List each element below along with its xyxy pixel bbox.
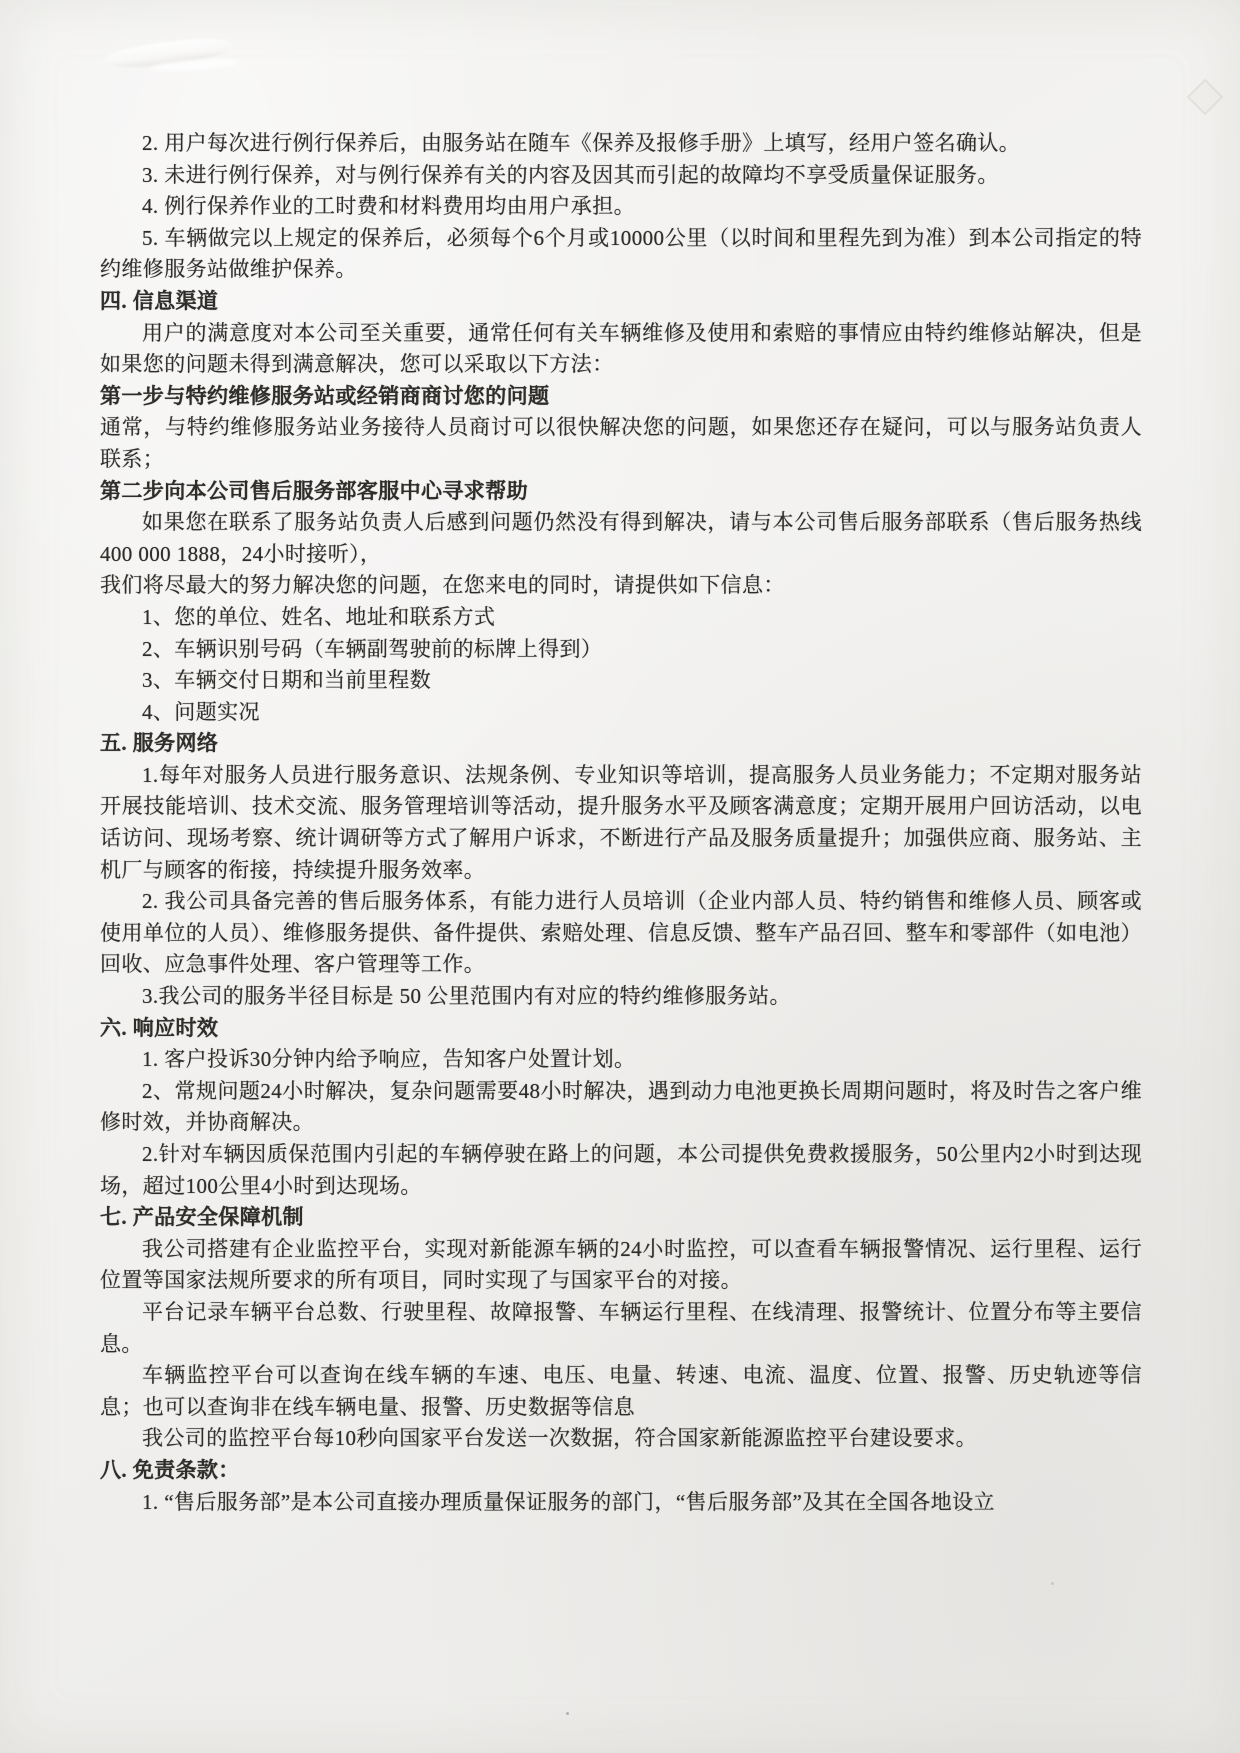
section-heading: 八. 免责条款： [100,1457,240,1482]
faint-watermark-mark [1187,79,1224,116]
paragraph: 2. 我公司具备完善的售后服务体系，有能力进行人员培训（企业内部人员、特约销售和维修人员、顾客或使用单位的人员）、维修服务提供、备件提供、索赔处理、信息反馈、整车产品召回、整车和零部件（如电池）回收、应急事件处理、客户管理等工作。 [100,889,1142,977]
section-heading: 六. 响应时效 [100,1015,219,1040]
paragraph: 我公司的监控平台每10秒向国家平台发送一次数据，符合国家新能源监控平台建设要求。 [142,1426,977,1451]
paragraph: 我们将尽最大的努力解决您的问题，在您来电的同时，请提供如下信息： [100,573,785,598]
paragraph: 4、问题实况 [142,699,260,724]
paragraph: 用户的满意度对本公司至关重要，通常任何有关车辆维修及使用和索赔的事情应由特约维修站解决，但是如果您的问题未得到满意解决，您可以采取以下方法： [100,320,1142,377]
paragraph: 通常，与特约维修服务站业务接待人员商讨可以很快解决您的问题，如果您还存在疑问，可以与服务站负责人联系； [100,415,1142,471]
section-heading: 七. 产品安全保障机制 [100,1205,304,1230]
paragraph: 如果您在联系了服务站负责人后感到问题仍然没有得到解决，请与本公司售后服务部联系（售后服务热线400 000 1888，24小时接听）， [100,510,1142,566]
paragraph: 1. 客户投诉30分钟内给予响应，告知客户处置计划。 [142,1047,636,1072]
section-heading: 五. 服务网络 [100,731,219,756]
paragraph: 平台记录车辆平台总数、行驶里程、故障报警、车辆运行里程、在线清理、报警统计、位置分布等主要信息。 [100,1299,1142,1356]
paragraph: 2、车辆识别号码（车辆副驾驶前的标牌上得到） [142,636,603,661]
paragraph: 车辆监控平台可以查询在线车辆的车速、电压、电量、转速、电流、温度、位置、报警、历史轨迹等信息；也可以查询非在线车辆电量、报警、历史数据等信息 [100,1363,1142,1419]
paragraph: 1、您的单位、姓名、地址和联系方式 [142,604,496,629]
paragraph: 3. 未进行例行保养，对与例行保养有关的内容及因其而引起的故障均不享受质量保证服务。 [142,162,999,187]
paragraph: 1.每年对服务人员进行服务意识、法规条例、专业知识等培训，提高服务人员业务能力；不定期对服务站开展技能培训、技术交流、服务管理培训等活动，提升服务水平及顾客满意度；定期开展用户回访活动，以电话访问、现场考察、统计调研等方式了解用户诉求，不断进行产品及服务质量提升；加强供应商、服务站、主机厂与顾客的衔接，持续提升服务效率。 [100,762,1142,882]
paragraph: 2.针对车辆因质保范围内引起的车辆停驶在路上的问题，本公司提供免费救援服务，50公里内2小时到达现场，超过100公里4小时到达现场。 [100,1142,1142,1198]
paragraph: 3、车辆交付日期和当前里程数 [142,668,432,693]
section-heading: 第二步向本公司售后服务部客服中心寻求帮助 [100,478,528,503]
paragraph: 4. 例行保养作业的工时费和材料费用均由用户承担。 [142,194,635,219]
section-heading: 四. 信息渠道 [100,288,219,313]
paragraph: 1. “售后服务部”是本公司直接办理质量保证服务的部门，“售后服务部”及其在全国各地设立 [142,1489,995,1514]
paragraph: 我公司搭建有企业监控平台，实现对新能源车辆的24小时监控，可以查看车辆报警情况、运行里程、运行位置等国家法规所要求的所有项目，同时实现了与国家平台的对接。 [100,1236,1142,1293]
scan-speck [1051,1582,1054,1585]
document-body [100,128,1142,1518]
scan-speck [566,1712,569,1715]
paragraph: 2、常规问题24小时解决，复杂问题需要48小时解决，遇到动力电池更换长周期问题时，将及时告之客户维修时效，并协商解决。 [100,1078,1142,1135]
paragraph: 2. 用户每次进行例行保养后，由服务站在随车《保养及报修手册》上填写，经用户签名确认。 [142,131,1021,155]
paragraph: 3.我公司的服务半径目标是 50 公里范围内有对应的特约维修服务站。 [142,984,791,1009]
paragraph: 5. 车辆做完以上规定的保养后，必须每个6个月或10000公里（以时间和里程先到为准）到本公司指定的特约维修服务站做维护保养。 [100,225,1142,282]
section-heading: 第一步与特约维修服务站或经销商商讨您的问题 [100,383,550,408]
